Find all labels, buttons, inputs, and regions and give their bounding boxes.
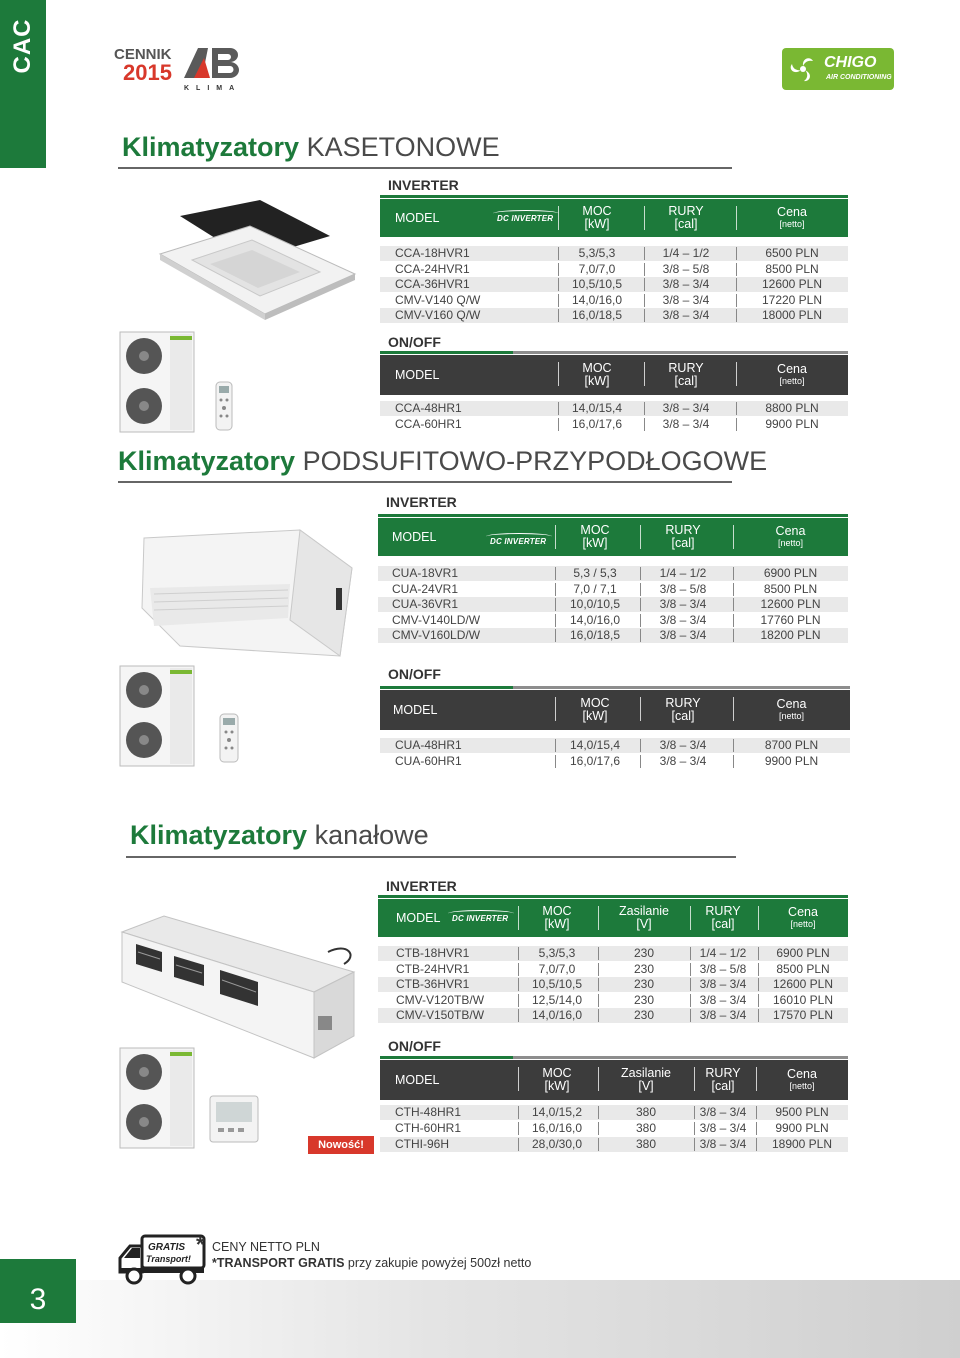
cell-cena: 6500 PLN	[765, 246, 819, 260]
outdoor-unit-image	[118, 664, 198, 768]
cell-zasilanie: 380	[635, 1105, 657, 1119]
table-header-podsufitowe-onoff	[380, 690, 850, 730]
table-row	[380, 401, 848, 416]
footnote-star: *	[196, 1232, 205, 1257]
cell-rury: 3/8 – 3/4	[662, 277, 710, 291]
header-netto: [netto]	[779, 376, 805, 386]
table-row	[380, 417, 848, 432]
cell-zasilanie: 230	[633, 977, 655, 991]
cell-rury: 3/8 – 3/4	[662, 292, 710, 307]
cassette-unit-image	[140, 196, 370, 336]
cell-moc: 10,5/10,5	[571, 277, 623, 291]
ab-klima-logo	[180, 44, 252, 92]
header-cena: Cena	[776, 697, 807, 711]
dc-inverter-logo: DC INVERTER	[490, 537, 547, 546]
chigo-logo	[782, 48, 894, 90]
header-cal: [cal]	[671, 709, 695, 723]
cell-rury: 3/8 – 3/4	[659, 597, 707, 611]
header-netto: [netto]	[779, 219, 805, 229]
cell-model: CMV-V160 Q/W	[395, 308, 481, 322]
table-row	[380, 246, 848, 261]
outdoor-unit-image	[118, 1046, 198, 1150]
header-kw: [kW]	[544, 1079, 570, 1093]
cennik-label: CENNIK	[114, 46, 172, 63]
header-moc: MOC	[542, 1066, 572, 1080]
section-divider	[118, 481, 732, 483]
cell-zasilanie: 230	[633, 992, 655, 1007]
cell-rury: 3/8 – 5/8	[662, 261, 710, 276]
truck-text-transport: Transport!	[146, 1254, 191, 1264]
header-v: [V]	[636, 917, 652, 931]
table-row	[380, 754, 850, 769]
table-header-kasetonowe-inverter	[380, 199, 848, 237]
duct-unit-image	[118, 912, 368, 1062]
inverter-bar	[378, 895, 848, 898]
dc-inverter-logo: DC INVERTER	[452, 914, 509, 923]
table-row	[378, 1008, 848, 1023]
table-row	[378, 582, 848, 597]
header-kw: [kW]	[582, 536, 608, 550]
inverter-label: INVERTER	[386, 878, 457, 894]
onoff-bar-green	[380, 686, 513, 689]
header-cal: [cal]	[711, 917, 735, 931]
year-label: 2015	[123, 60, 172, 85]
onoff-bar-green	[380, 1056, 513, 1059]
cell-moc: 16,0/18,5	[569, 628, 621, 642]
table-header-kanalowe-onoff	[380, 1060, 848, 1100]
new-badge: Nowość!	[308, 1136, 374, 1154]
cell-cena: 6900 PLN	[776, 946, 830, 960]
onoff-label: ON/OFF	[388, 1038, 441, 1054]
cell-cena: 17570 PLN	[772, 1008, 834, 1022]
footer-background	[0, 1280, 960, 1358]
section-title-dark: kanałowe	[314, 820, 429, 850]
cell-moc: 16,0/16,0	[531, 1121, 583, 1135]
truck-icon	[116, 1232, 208, 1286]
header-cal: [cal]	[674, 374, 698, 388]
dc-inverter-logo: DC INVERTER	[497, 214, 554, 223]
table-header-podsufitowe-inverter	[378, 518, 848, 556]
header-cena: Cena	[777, 205, 807, 219]
cell-cena: 9900 PLN	[765, 417, 819, 431]
onoff-bar-gray	[513, 686, 850, 689]
table-row	[378, 962, 848, 977]
header-zasilanie: Zasilanie	[618, 904, 670, 918]
cell-model: CCA-36HVR1	[395, 277, 470, 291]
cell-cena: 8700 PLN	[764, 738, 819, 752]
cell-model: CTB-36HVR1	[396, 977, 470, 991]
header-model: MODEL	[395, 210, 440, 225]
footer-line-2	[212, 1256, 531, 1270]
table-row	[380, 738, 850, 753]
inverter-label: INVERTER	[388, 177, 459, 193]
cell-rury: 3/8 – 3/4	[699, 1137, 747, 1151]
table-row	[380, 308, 848, 323]
table-row	[378, 566, 848, 581]
onoff-bar-gray	[513, 1056, 848, 1059]
cell-rury: 1/4 – 1/2	[699, 946, 747, 960]
header-rury: RURY	[705, 904, 741, 918]
cell-rury: 1/4 – 1/2	[662, 246, 710, 260]
cell-cena: 18900 PLN	[771, 1137, 833, 1151]
header-rury: RURY	[668, 361, 704, 375]
header-kw: [kW]	[584, 374, 610, 388]
header-moc: MOC	[542, 904, 572, 918]
header-cal: [cal]	[711, 1079, 735, 1093]
onoff-bar-green	[380, 351, 513, 354]
header-netto: [netto]	[790, 919, 816, 929]
cell-model: CUA-24VR1	[392, 581, 459, 596]
cell-rury: 3/8 – 3/4	[699, 1121, 747, 1135]
table-header-kasetonowe-onoff	[380, 355, 848, 395]
cell-model: CUA-60HR1	[395, 754, 462, 768]
cell-rury: 3/8 – 3/4	[662, 401, 710, 415]
cell-model: CCA-60HR1	[395, 417, 462, 431]
cell-model: CMV-V140 Q/W	[395, 292, 481, 307]
section-divider	[118, 167, 732, 169]
header-kw: [kW]	[584, 217, 610, 231]
cell-moc: 7,0 / 7,1	[573, 581, 617, 596]
table-row	[380, 1105, 848, 1120]
inverter-label: INVERTER	[386, 494, 457, 510]
chigo-fan-icon	[788, 54, 818, 84]
truck-text-gratis: GRATIS	[148, 1242, 186, 1253]
cell-model: CTB-18HVR1	[396, 946, 470, 960]
cell-moc: 16,0/17,6	[569, 754, 621, 768]
footer-line-2-bold: *TRANSPORT GRATIS	[212, 1256, 345, 1270]
cell-model: CMV-V160LD/W	[392, 628, 481, 642]
header-v: [V]	[638, 1079, 654, 1093]
header-rury: RURY	[665, 523, 701, 537]
header-cena: Cena	[787, 1067, 817, 1081]
category-tab	[0, 0, 46, 168]
inverter-bar	[380, 195, 848, 198]
cell-zasilanie: 230	[633, 961, 655, 976]
header-cal: [cal]	[674, 217, 698, 231]
cell-model: CMV-V150TB/W	[396, 1008, 485, 1022]
cell-moc: 14,0/16,0	[569, 612, 621, 627]
outdoor-unit-image	[118, 330, 198, 434]
header-cena: Cena	[777, 362, 807, 376]
table-row	[380, 293, 848, 308]
footer-line-2-rest: przy zakupie powyżej 500zł netto	[344, 1256, 532, 1270]
section-title-podsufitowe	[118, 446, 767, 477]
header-kw: [kW]	[582, 709, 608, 723]
cell-cena: 18200 PLN	[760, 628, 821, 642]
cell-rury: 3/8 – 5/8	[699, 961, 747, 976]
cell-cena: 12600 PLN	[772, 977, 834, 991]
section-title-kasetonowe	[122, 132, 500, 163]
cell-moc: 10,0/10,5	[569, 597, 621, 611]
cell-rury: 3/8 – 3/4	[699, 977, 747, 991]
cell-cena: 8500 PLN	[763, 581, 818, 596]
header-moc: MOC	[582, 204, 612, 218]
cell-moc: 16,0/17,6	[571, 417, 623, 431]
cell-model: CTHI-96H	[395, 1137, 450, 1151]
table-row	[380, 277, 848, 292]
cell-rury: 3/8 – 3/4	[659, 738, 707, 752]
chigo-subtitle: AIR CONDITIONING	[826, 74, 892, 81]
section-title-green: Klimatyzatory	[130, 820, 308, 850]
table-header-kanalowe-inverter	[378, 899, 848, 937]
table-row	[378, 993, 848, 1008]
header-rury: RURY	[665, 696, 701, 710]
cell-model: CUA-36VR1	[392, 597, 459, 611]
cell-moc: 14,0/16,0	[571, 292, 623, 307]
header-model: MODEL	[395, 367, 440, 382]
cell-cena: 9900 PLN	[775, 1121, 829, 1135]
cell-model: CTB-24HVR1	[396, 961, 470, 976]
cell-rury: 3/8 – 3/4	[699, 992, 747, 1007]
remote-control-image	[214, 380, 234, 432]
cell-moc: 5,3 / 5,3	[573, 566, 617, 580]
cell-cena: 9500 PLN	[775, 1105, 829, 1119]
onoff-bar-gray	[513, 351, 848, 354]
section-divider	[126, 856, 736, 858]
cell-rury: 3/8 – 3/4	[699, 1008, 747, 1022]
cell-moc: 5,3/5,3	[538, 946, 576, 960]
header-cal: [cal]	[671, 536, 695, 550]
header-rury: RURY	[705, 1066, 741, 1080]
cell-moc: 7,0/7,0	[578, 261, 616, 276]
table-row	[378, 977, 848, 992]
header-cena: Cena	[775, 524, 806, 538]
cell-moc: 14,0/15,4	[569, 738, 621, 752]
page-number: 3	[0, 1259, 76, 1323]
cell-model: CMV-V120TB/W	[396, 992, 485, 1007]
cell-rury: 3/8 – 3/4	[699, 1105, 747, 1119]
cell-moc: 10,5/10,5	[531, 977, 583, 991]
table-row	[378, 946, 848, 961]
header-moc: MOC	[580, 523, 610, 537]
cell-moc: 14,0/15,4	[571, 401, 623, 415]
header-rury: RURY	[668, 204, 704, 218]
header-model: MODEL	[396, 910, 441, 925]
wall-controller-image	[208, 1094, 260, 1144]
cell-cena: 18000 PLN	[761, 308, 823, 322]
ab-logo-klima: KLIMA	[184, 85, 242, 92]
cell-model: CTH-60HR1	[395, 1121, 462, 1135]
cell-model: CUA-18VR1	[392, 566, 459, 580]
cell-zasilanie: 230	[633, 946, 655, 960]
header-netto: [netto]	[778, 711, 805, 721]
cell-rury: 3/8 – 3/4	[659, 754, 707, 768]
cell-cena: 12600 PLN	[761, 277, 823, 291]
header-zasilanie: Zasilanie	[620, 1066, 672, 1080]
cell-moc: 14,0/16,0	[531, 1008, 583, 1022]
section-title-dark: KASETONOWE	[306, 132, 500, 162]
onoff-label: ON/OFF	[388, 334, 441, 350]
table-row	[378, 597, 848, 612]
cell-rury: 3/8 – 3/4	[662, 308, 710, 322]
cell-cena: 16010 PLN	[772, 992, 834, 1007]
cell-cena: 12600 PLN	[760, 597, 821, 611]
cell-rury: 3/8 – 3/4	[659, 612, 707, 627]
cell-model: CUA-48HR1	[395, 738, 462, 752]
cell-model: CTH-48HR1	[395, 1105, 462, 1119]
table-row	[380, 1137, 848, 1152]
remote-control-image	[218, 712, 240, 764]
header-netto: [netto]	[789, 1081, 815, 1091]
cell-rury: 3/8 – 5/8	[659, 581, 707, 596]
cell-model: CCA-48HR1	[395, 401, 462, 415]
section-title-dark: PODSUFITOWO-PRZYPODŁOGOWE	[302, 446, 768, 476]
header-model: MODEL	[393, 702, 438, 717]
cell-model: CCA-18HVR1	[395, 246, 470, 260]
cell-moc: 14,0/15,2	[531, 1105, 583, 1119]
header-kw: [kW]	[544, 917, 570, 931]
table-row	[378, 613, 848, 628]
cell-moc: 16,0/18,5	[571, 308, 623, 322]
header-moc: MOC	[582, 361, 612, 375]
cell-cena: 9900 PLN	[764, 754, 819, 768]
section-title-kanalowe	[130, 820, 429, 851]
table-row	[380, 1121, 848, 1136]
cell-cena: 6900 PLN	[763, 566, 818, 580]
cell-rury: 3/8 – 3/4	[662, 417, 710, 431]
footer-line-1: CENY NETTO PLN	[212, 1240, 320, 1254]
cell-moc: 12,5/14,0	[531, 992, 583, 1007]
header-cena: Cena	[788, 905, 818, 919]
table-row	[380, 262, 848, 277]
table-row	[378, 628, 848, 643]
cell-rury: 1/4 – 1/2	[659, 566, 707, 580]
cell-cena: 8800 PLN	[765, 401, 819, 415]
cell-cena: 17220 PLN	[761, 292, 823, 307]
ceiling-floor-unit-image	[140, 528, 360, 658]
category-tab-label: CAC	[9, 18, 36, 74]
inverter-bar	[378, 514, 848, 517]
onoff-label: ON/OFF	[388, 666, 441, 682]
cell-zasilanie: 380	[635, 1137, 657, 1151]
cell-moc: 5,3/5,3	[578, 246, 616, 260]
cell-cena: 17760 PLN	[760, 612, 821, 627]
cell-cena: 8500 PLN	[776, 961, 830, 976]
cell-rury: 3/8 – 3/4	[659, 628, 707, 642]
section-title-green: Klimatyzatory	[122, 132, 300, 162]
header-netto: [netto]	[777, 538, 804, 548]
cell-zasilanie: 230	[633, 1008, 655, 1022]
cell-moc: 28,0/30,0	[531, 1137, 583, 1151]
cell-moc: 7,0/7,0	[538, 961, 576, 976]
cell-zasilanie: 380	[635, 1121, 657, 1135]
cell-cena: 8500 PLN	[765, 261, 819, 276]
header-moc: MOC	[580, 696, 610, 710]
section-title-green: Klimatyzatory	[118, 446, 296, 476]
cell-model: CCA-24HVR1	[395, 261, 470, 276]
chigo-name: CHIGO	[824, 54, 877, 71]
cell-model: CMV-V140LD/W	[392, 612, 481, 627]
header-model: MODEL	[395, 1072, 440, 1087]
header-model: MODEL	[392, 529, 437, 544]
